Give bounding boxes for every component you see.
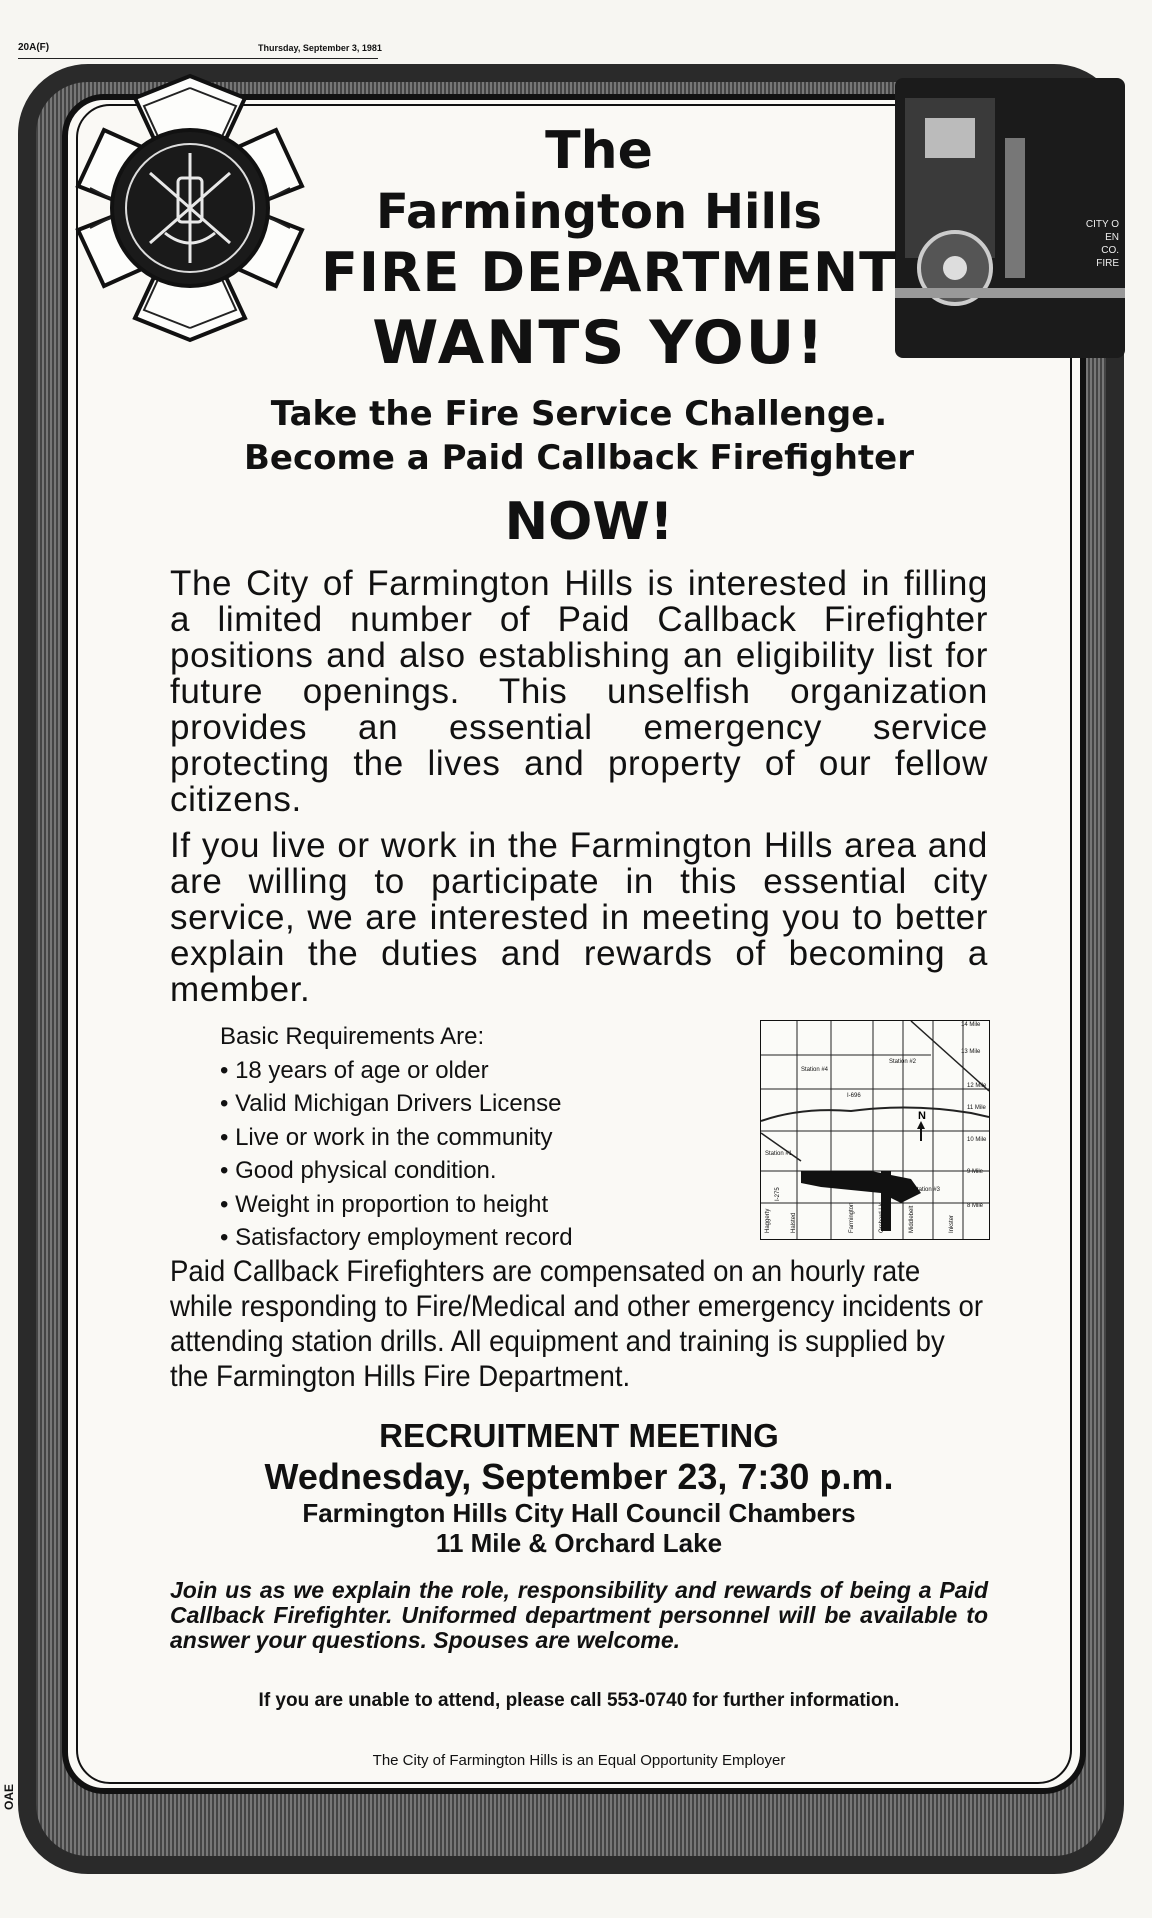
compensation-paragraph: Paid Callback Firefighters are compensated on an hourly rate while responding to Fire/Medical and other emergency incidents or attending station drills. All equipment and training is supplied by the Farmington Hills Fire Department.	[170, 1255, 984, 1393]
map-road-label: 10 Mile	[967, 1137, 987, 1143]
list-item: • Live or work in the community	[220, 1123, 553, 1151]
subtitle	[170, 392, 988, 480]
map-road-label: I-696	[847, 1093, 861, 1099]
title-the: The	[545, 121, 653, 181]
meeting-title: RECRUITMENT MEETING	[379, 1417, 779, 1454]
title-city: Farmington Hills	[376, 184, 822, 240]
requirements-title: Basic Requirements Are:	[220, 1023, 485, 1050]
list-item: • 18 years of age or older	[220, 1056, 489, 1084]
map-road-label: I-275	[775, 1187, 781, 1201]
title-wants-you: WANTS YOU!	[372, 308, 826, 378]
meeting-date: Wednesday, September 23, 7:30 p.m.	[264, 1456, 894, 1497]
map-road-label: 13 Mile	[961, 1049, 981, 1055]
intro-paragraph: The City of Farmington Hills is interested in filling a limited number of Paid Callback Firefighter positions and also establishing an eligibility list for future openings. This unselfish organization provides an essential emergency service protecting the lives and property of our fellow citizens.	[170, 564, 988, 819]
subtitle-line-2: Become a Paid Callback Firefighter	[244, 438, 914, 478]
map-road-label: Haggerty	[765, 1208, 771, 1233]
map-road-label: 11 Mile	[967, 1105, 986, 1111]
map-station-label: Station #3	[913, 1187, 941, 1193]
map-road-label: Halsted	[791, 1212, 797, 1233]
map-road-label: 12 Mile	[967, 1083, 987, 1089]
subtitle-line-1: Take the Fire Service Challenge.	[270, 394, 888, 434]
map-station-label: Station #4	[801, 1067, 829, 1073]
map-road-label: Middlebelt	[909, 1205, 915, 1233]
requirements-section	[170, 1020, 988, 1250]
title-department: FIRE DEPARTMENT	[320, 241, 897, 304]
call-notice: If you are unable to attend, please call 553-0740 for further information.	[258, 1690, 900, 1711]
truck-text-1: CITY O	[1085, 219, 1119, 230]
list-item: • Weight in proportion to height	[220, 1190, 549, 1218]
map-road-label: Farmington	[849, 1202, 855, 1233]
station-map	[760, 1020, 990, 1240]
list-item: • Satisfactory employment record	[220, 1224, 573, 1251]
list-item: • Valid Michigan Drivers License	[220, 1090, 562, 1117]
now-heading: NOW!	[504, 492, 674, 552]
invitation-paragraph: If you live or work in the Farmington Hills area and are willing to participate in this essential city service, we are interested in meeting you to better explain the duties and rewards of becoming a member.	[170, 826, 988, 1009]
map-north-label: N	[918, 1110, 926, 1122]
truck-text-3: CO.	[1101, 245, 1119, 256]
map-station-label: Station #1	[765, 1151, 793, 1157]
requirements-list	[220, 1020, 573, 1255]
meeting-place: Farmington Hills City Hall Council Chambers	[302, 1498, 856, 1528]
map-road-label: Orchard Lk	[879, 1203, 885, 1233]
side-code: OAE	[2, 1783, 16, 1810]
map-road-label: 8 Mile	[967, 1203, 984, 1209]
join-paragraph: Join us as we explain the role, responsibility and rewards of being a Paid Callback Firefighter. Uniformed department personnel will be available to answer your questions. Spouses are welcome.	[170, 1577, 988, 1653]
equal-opportunity-notice: The City of Farmington Hills is an Equal Opportunity Employer	[372, 1752, 786, 1769]
truck-text-2: EN	[1105, 232, 1119, 243]
map-road-label: 14 Mile	[961, 1022, 981, 1028]
truck-text-4: FIRE	[1096, 258, 1119, 269]
ad-content	[170, 120, 988, 1771]
map-station-label: Station #2	[889, 1059, 917, 1065]
map-road-label: 9 Mile	[967, 1169, 984, 1175]
page-code: 20A(F)	[18, 42, 50, 53]
page-date: Thursday, September 3, 1981	[258, 43, 382, 53]
map-road-label: Inkster	[949, 1214, 955, 1233]
list-item: • Good physical condition.	[220, 1157, 497, 1184]
meeting-address: 11 Mile & Orchard Lake	[435, 1528, 723, 1558]
